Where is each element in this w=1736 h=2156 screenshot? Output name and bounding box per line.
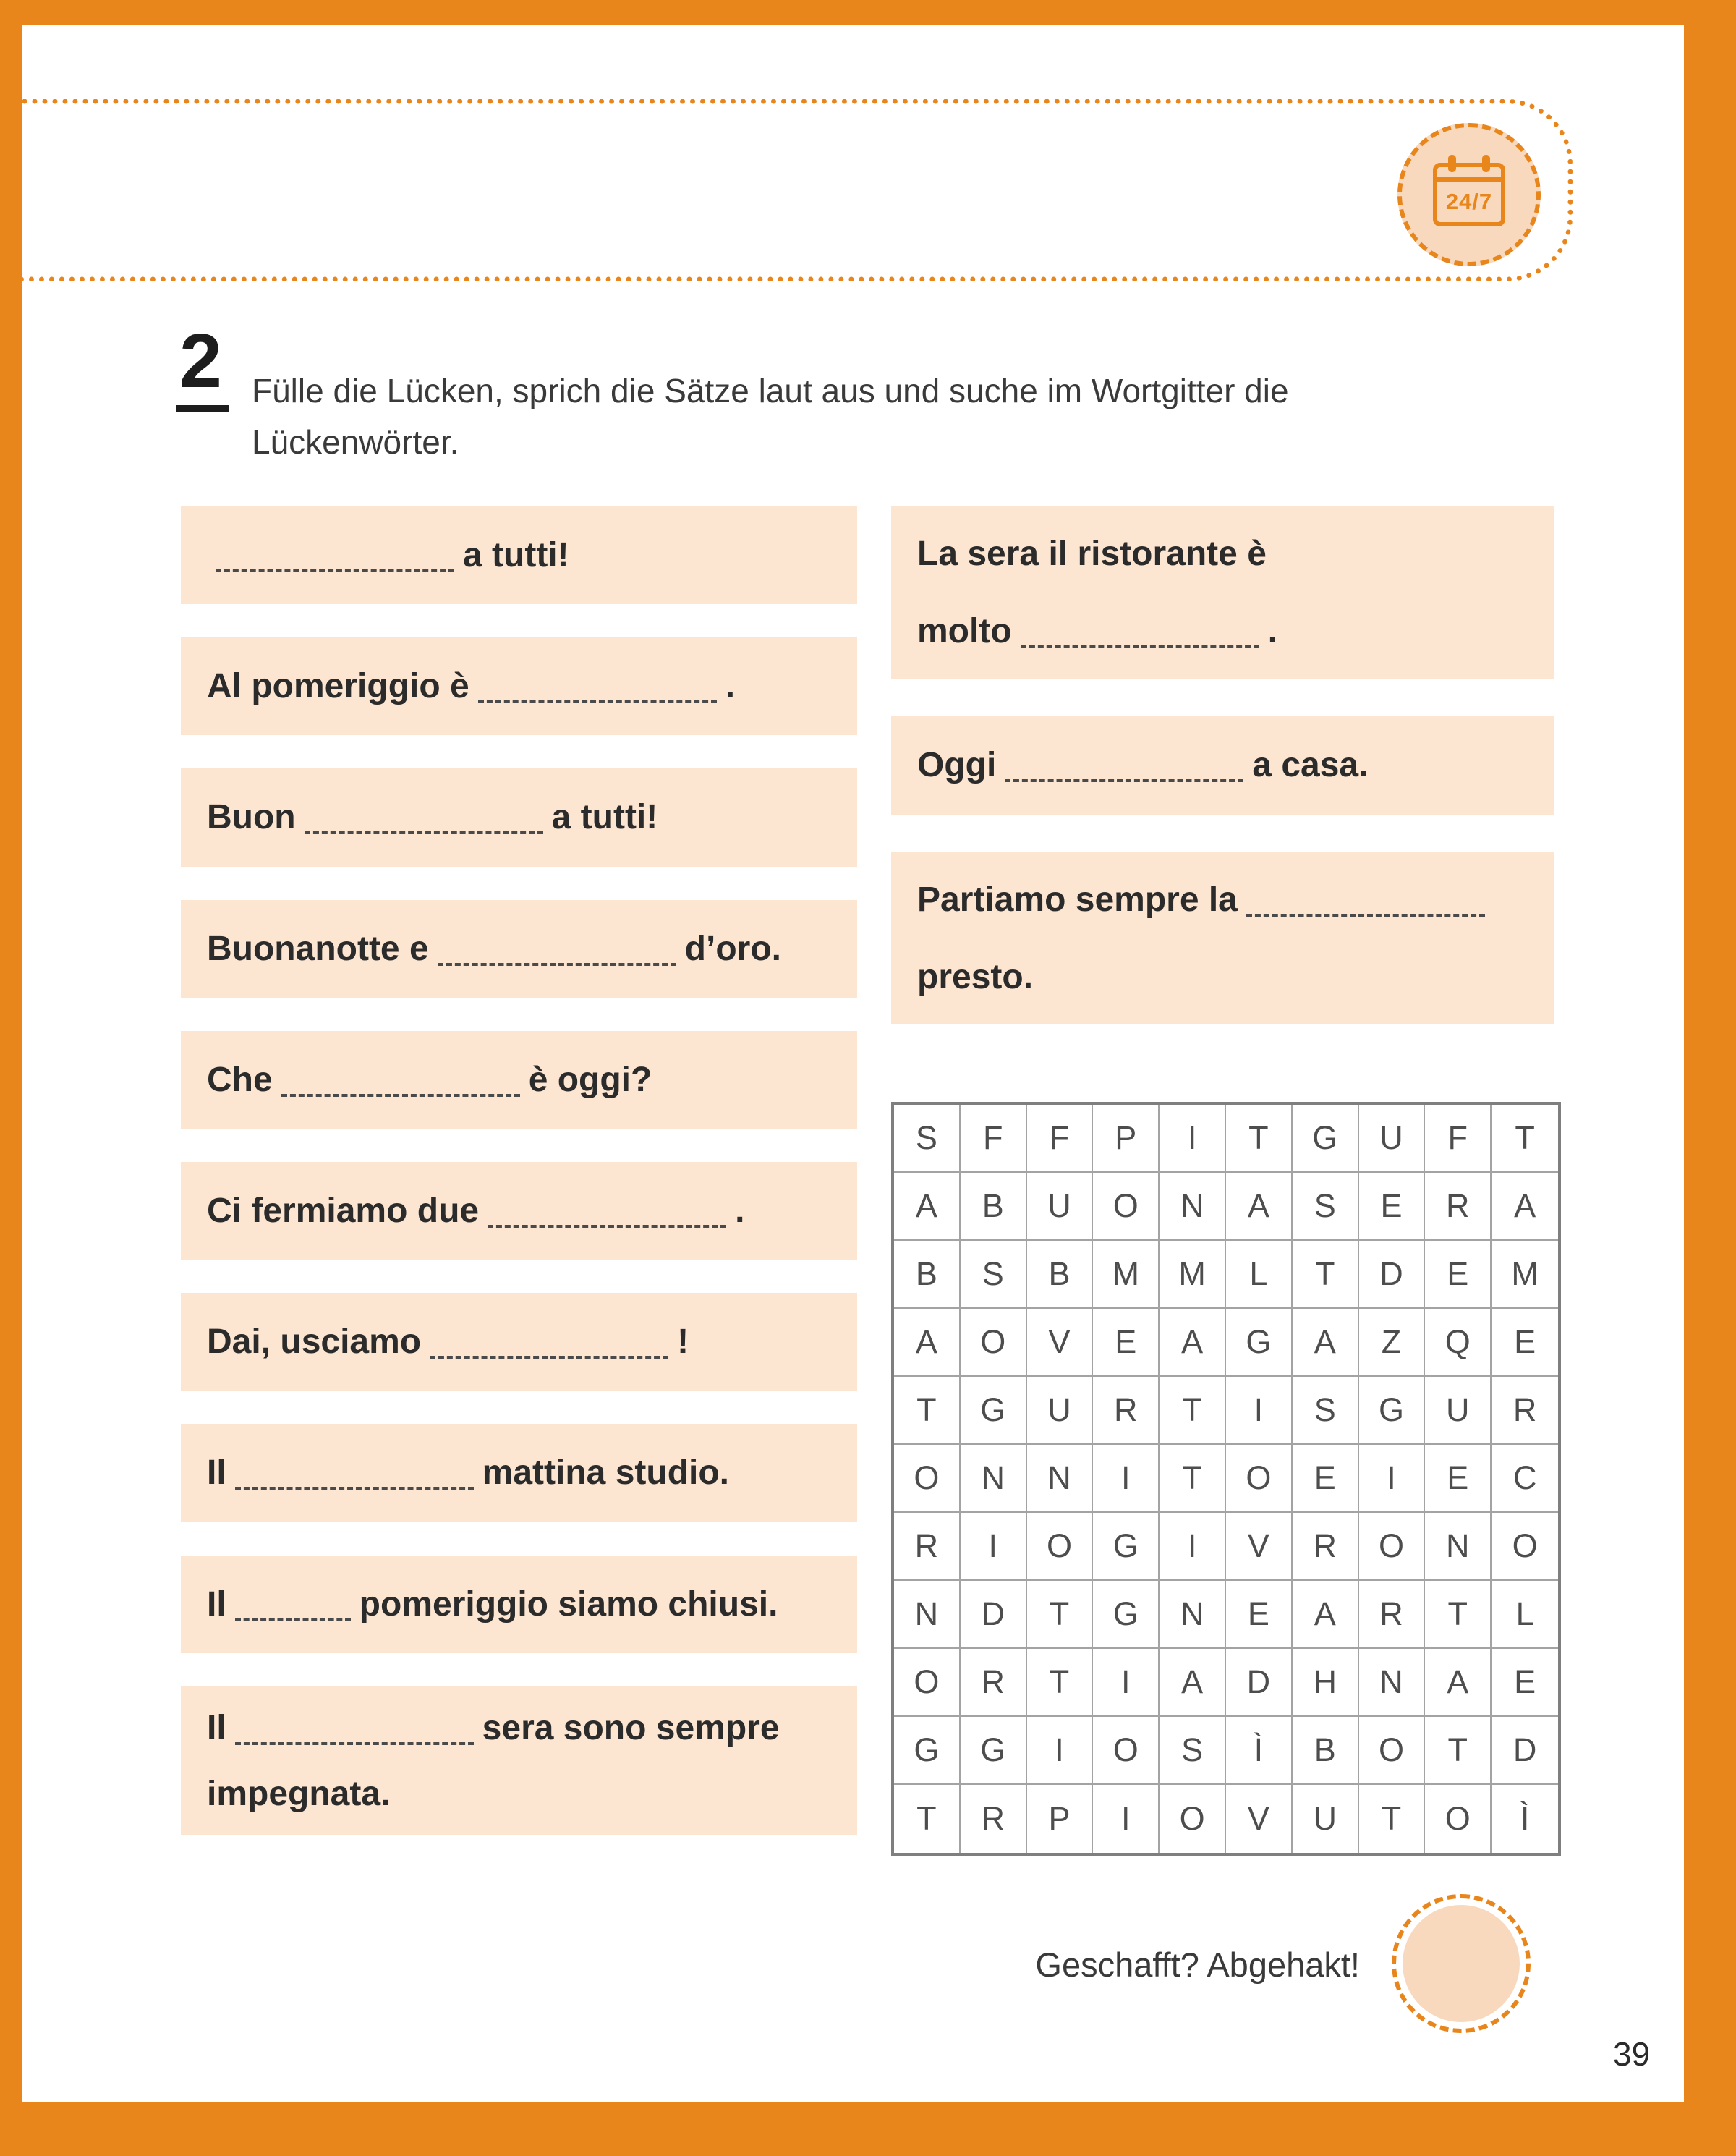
sentence-text: impegnata. — [207, 1774, 391, 1813]
sentence-text: mattina studio. — [482, 1453, 730, 1493]
fill-sentence-6 — [181, 1162, 857, 1260]
blank-line — [281, 1094, 520, 1097]
sentence-text: Dai, usciamo — [207, 1323, 422, 1362]
sentence-text: Il — [207, 1453, 226, 1493]
grid-cell: P — [1093, 1105, 1160, 1173]
grid-cell: T — [1160, 1377, 1226, 1445]
sentence-text: . — [735, 1191, 745, 1230]
grid-cell: R — [1492, 1377, 1558, 1445]
grid-cell: O — [961, 1309, 1027, 1377]
grid-cell: F — [1027, 1105, 1094, 1173]
grid-cell: Z — [1359, 1309, 1426, 1377]
blank-line — [1005, 779, 1243, 782]
blank-line — [1021, 645, 1259, 648]
grid-cell: R — [961, 1649, 1027, 1717]
grid-cell: Ì — [1226, 1717, 1293, 1785]
grid-cell: E — [1425, 1445, 1492, 1513]
fill-sentence-5 — [181, 1031, 857, 1129]
grid-cell: B — [961, 1173, 1027, 1241]
grid-cell: M — [1160, 1241, 1226, 1309]
grid-cell: N — [961, 1445, 1027, 1513]
grid-cell: N — [894, 1581, 961, 1649]
sentence-line — [207, 1774, 831, 1814]
blank-line — [216, 569, 454, 572]
blank-line — [1246, 914, 1485, 917]
sentence-text: . — [725, 667, 736, 706]
grid-cell: T — [1027, 1581, 1094, 1649]
grid-cell: E — [1492, 1649, 1558, 1717]
grid-cell: A — [894, 1309, 961, 1377]
sentence-line — [207, 1708, 831, 1748]
sentence-text: Partiamo sempre la — [917, 880, 1238, 919]
grid-cell: A — [1160, 1649, 1226, 1717]
grid-cell: T — [894, 1377, 961, 1445]
grid-cell: A — [1293, 1309, 1359, 1377]
grid-cell: R — [894, 1513, 961, 1581]
grid-cell: B — [894, 1241, 961, 1309]
sentence-text: ! — [677, 1323, 689, 1362]
grid-cell: G — [961, 1377, 1027, 1445]
grid-cell: T — [1425, 1581, 1492, 1649]
fill-sentence-3 — [181, 768, 857, 866]
fill-sentence-2 — [181, 637, 857, 735]
sentence-text: d’oro. — [684, 929, 781, 968]
sentence-line — [917, 957, 1528, 997]
calendar-ring-icon — [1482, 155, 1490, 172]
exercise-instruction — [252, 365, 1583, 469]
fill-sentence-13 — [891, 852, 1554, 1024]
grid-cell: O — [1093, 1173, 1160, 1241]
frame-bottom — [0, 2102, 1736, 2156]
grid-cell: T — [1160, 1445, 1226, 1513]
grid-cell: G — [894, 1717, 961, 1785]
grid-cell: I — [1093, 1649, 1160, 1717]
grid-cell: B — [1293, 1717, 1359, 1785]
fill-column-left — [181, 506, 857, 1835]
grid-cell: O — [1226, 1445, 1293, 1513]
grid-cell: I — [1359, 1445, 1426, 1513]
fill-sentence-10 — [181, 1686, 857, 1835]
sentence-text: Il — [207, 1584, 226, 1624]
grid-cell: U — [1027, 1377, 1094, 1445]
blank-line — [478, 700, 717, 703]
grid-cell: N — [1425, 1513, 1492, 1581]
grid-cell: N — [1359, 1649, 1426, 1717]
page-number: 39 — [1613, 2035, 1651, 2073]
grid-cell: O — [1093, 1717, 1160, 1785]
grid-cell: A — [894, 1173, 961, 1241]
fill-sentence-4 — [181, 900, 857, 998]
fill-sentence-1 — [181, 506, 857, 604]
grid-cell: E — [1293, 1445, 1359, 1513]
fill-sentence-8 — [181, 1424, 857, 1521]
grid-cell: F — [1425, 1105, 1492, 1173]
grid-cell: M — [1492, 1241, 1558, 1309]
blank-line — [488, 1225, 726, 1228]
grid-cell: B — [1027, 1241, 1094, 1309]
grid-cell: M — [1093, 1241, 1160, 1309]
grid-cell: T — [1293, 1241, 1359, 1309]
grid-cell: G — [1093, 1581, 1160, 1649]
checkoff-circle — [1392, 1894, 1531, 2033]
grid-cell: Ì — [1520, 1800, 1530, 1837]
grid-cell: G — [1359, 1377, 1426, 1445]
frame-top — [0, 0, 1736, 25]
fill-column-right — [891, 506, 1554, 1024]
grid-cell: U — [1425, 1377, 1492, 1445]
grid-cell: T — [1027, 1649, 1094, 1717]
sentence-text: . — [1267, 612, 1277, 651]
grid-cell: N — [1027, 1445, 1094, 1513]
grid-cell: S — [1293, 1377, 1359, 1445]
blank-line — [430, 1356, 668, 1359]
word-grid — [891, 1102, 1561, 1856]
grid-cell: I — [1093, 1445, 1160, 1513]
grid-cell: L — [1492, 1581, 1558, 1649]
calendar-header-line — [1437, 177, 1501, 182]
grid-cell: A — [1425, 1649, 1492, 1717]
grid-cell: E — [1226, 1581, 1293, 1649]
grid-cell: S — [1293, 1173, 1359, 1241]
grid-cell: T — [1359, 1785, 1426, 1853]
fill-sentence-11 — [891, 506, 1554, 679]
grid-cell: F — [961, 1105, 1027, 1173]
sentence-text: a casa. — [1252, 746, 1369, 785]
sentence-line — [917, 880, 1528, 920]
done-label: Geschafft? Abgehakt! — [1035, 1945, 1360, 1984]
grid-cell: S — [961, 1241, 1027, 1309]
exercise-number: 2 — [176, 323, 229, 412]
sentence-text: La sera il ristorante è — [917, 535, 1267, 573]
grid-cell: R — [1425, 1173, 1492, 1241]
sentence-text: molto — [917, 612, 1012, 651]
grid-cell: S — [894, 1105, 961, 1173]
fill-sentence-12 — [891, 716, 1554, 814]
grid-cell: R — [1093, 1377, 1160, 1445]
grid-cell: I — [1160, 1513, 1226, 1581]
sentence-text: sera sono sempre — [482, 1708, 780, 1747]
fill-sentence-9 — [181, 1556, 857, 1653]
calendar-icon — [1433, 163, 1505, 226]
grid-cell: T — [1492, 1105, 1558, 1173]
sentence-text: è oggi? — [528, 1060, 652, 1099]
sentence-text: Che — [207, 1060, 273, 1099]
blank-line — [305, 831, 543, 834]
blank-line — [235, 1487, 474, 1490]
grid-cell: A — [1160, 1309, 1226, 1377]
grid-cell: V — [1226, 1785, 1293, 1853]
blank-line — [235, 1742, 474, 1745]
dotted-header-band — [0, 99, 1573, 281]
frame-right — [1684, 0, 1736, 2156]
badge-circle — [1397, 123, 1541, 266]
sentence-line — [917, 534, 1528, 574]
grid-cell: C — [1492, 1445, 1558, 1513]
grid-cell: E — [1093, 1309, 1160, 1377]
grid-cell: U — [1027, 1173, 1094, 1241]
grid-cell: Q — [1425, 1309, 1492, 1377]
sentence-text: pomeriggio siamo chiusi. — [359, 1584, 778, 1624]
sentence-line — [917, 611, 1528, 651]
grid-cell: T — [894, 1785, 961, 1853]
instruction-line: Fülle die Lücken, sprich die Sätze laut aus und suche im Wortgitter die — [252, 372, 1289, 409]
badge-label: 24/7 — [1445, 189, 1493, 214]
instruction-line: Lückenwörter. — [252, 423, 459, 462]
grid-cell: N — [1160, 1581, 1226, 1649]
grid-cell: O — [1160, 1785, 1226, 1853]
sentence-text: Il — [207, 1708, 226, 1747]
sentence-text: Buon — [207, 798, 296, 837]
grid-cell: T — [1425, 1717, 1492, 1785]
grid-cell: V — [1226, 1513, 1293, 1581]
grid-cell: I — [1093, 1785, 1160, 1853]
sentence-text: presto. — [917, 957, 1034, 996]
grid-cell: A — [1293, 1581, 1359, 1649]
grid-cell: E — [1492, 1309, 1558, 1377]
sentence-text: Buonanotte e — [207, 929, 429, 968]
grid-cell: G — [1093, 1513, 1160, 1581]
grid-cell: A — [1226, 1173, 1293, 1241]
sentence-text: Oggi — [917, 746, 997, 785]
grid-cell: I — [1027, 1717, 1094, 1785]
grid-cell: R — [1293, 1513, 1359, 1581]
grid-cell: R — [961, 1785, 1027, 1853]
grid-cell: N — [1160, 1173, 1226, 1241]
grid-cell: G — [961, 1717, 1027, 1785]
grid-cell: O — [1027, 1513, 1094, 1581]
grid-cell: D — [1492, 1717, 1558, 1785]
blank-line — [235, 1618, 351, 1621]
grid-cell: G — [1293, 1105, 1359, 1173]
grid-cell: I — [1226, 1377, 1293, 1445]
grid-cell: P — [1027, 1785, 1094, 1853]
fill-sentence-7 — [181, 1293, 857, 1391]
grid-cell: T — [1226, 1105, 1293, 1173]
calendar-ring-icon — [1448, 155, 1456, 172]
grid-cell: E — [1359, 1173, 1426, 1241]
grid-cell: O — [1425, 1785, 1492, 1853]
grid-cell: H — [1293, 1649, 1359, 1717]
sentence-text: Al pomeriggio è — [207, 667, 469, 706]
grid-cell: L — [1226, 1241, 1293, 1309]
grid-cell: O — [894, 1649, 961, 1717]
grid-cell: O — [1359, 1513, 1426, 1581]
grid-cell: E — [1425, 1241, 1492, 1309]
grid-cell: O — [1492, 1513, 1558, 1581]
grid-cell: D — [1226, 1649, 1293, 1717]
grid-cell: R — [1359, 1581, 1426, 1649]
blank-line — [438, 963, 676, 966]
grid-cell: V — [1027, 1309, 1094, 1377]
grid-cell: A — [1492, 1173, 1558, 1241]
grid-cell: G — [1226, 1309, 1293, 1377]
sentence-text: a tutti! — [463, 536, 569, 574]
grid-cell: U — [1359, 1105, 1426, 1173]
grid-cell: D — [1359, 1241, 1426, 1309]
grid-cell: O — [894, 1445, 961, 1513]
grid-cell: O — [1359, 1717, 1426, 1785]
grid-cell: U — [1293, 1785, 1359, 1853]
sentence-text: Ci fermiamo due — [207, 1191, 480, 1230]
grid-cell: D — [961, 1581, 1027, 1649]
grid-cell: I — [961, 1513, 1027, 1581]
grid-cell: I — [1160, 1105, 1226, 1173]
grid-cell: S — [1160, 1717, 1226, 1785]
sentence-text: a tutti! — [551, 798, 658, 837]
frame-left — [0, 0, 22, 2156]
